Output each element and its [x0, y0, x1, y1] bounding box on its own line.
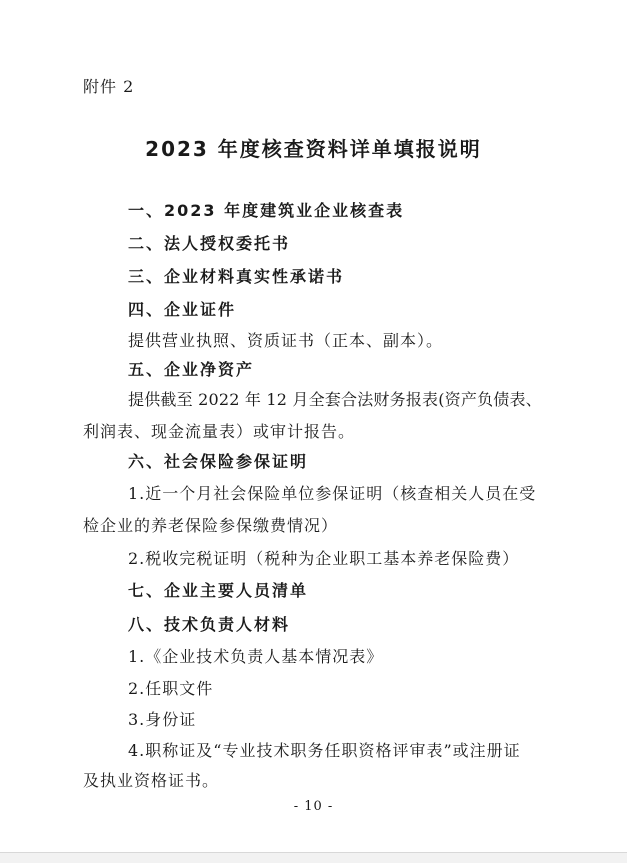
- body-line: 4.职称证及“专业技术职务任职资格评审表”或注册证: [128, 741, 521, 760]
- body-line: 2.任职文件: [128, 679, 214, 698]
- section-heading: 七、企业主要人员清单: [128, 581, 309, 600]
- section-heading: 四、企业证件: [128, 300, 237, 319]
- section-heading: 三、企业材料真实性承诺书: [128, 267, 345, 286]
- body-line: 检企业的养老保险参保缴费情况）: [83, 516, 339, 535]
- body-line: 利润表、现金流量表）或审计报告。: [83, 422, 356, 441]
- body-line: 提供截至 2022 年 12 月全套合法财务报表(资产负债表、: [128, 390, 542, 409]
- section-heading: 一、2023 年度建筑业企业核查表: [128, 201, 405, 220]
- page-number: - 10 -: [293, 799, 334, 814]
- body-line: 1.近一个月社会保险单位参保证明（核查相关人员在受: [128, 484, 537, 503]
- body-line: 3.身份证: [128, 710, 197, 729]
- section-heading: 五、企业净资产: [128, 360, 255, 379]
- annex-label: 附件 2: [83, 77, 135, 96]
- body-line: 及执业资格证书。: [83, 771, 220, 790]
- document-title: 2023 年度核查资料详单填报说明: [145, 137, 482, 161]
- page-bottom-edge: [0, 852, 627, 863]
- section-heading: 八、技术负责人材料: [128, 615, 291, 634]
- body-line: 1.《企业技术负责人基本情况表》: [128, 647, 384, 666]
- body-line: 2.税收完税证明（税种为企业职工基本养老保险费）: [128, 549, 520, 568]
- body-line: 提供营业执照、资质证书（正本、副本）。: [128, 331, 444, 350]
- section-heading: 二、法人授权委托书: [128, 234, 291, 253]
- section-heading: 六、社会保险参保证明: [128, 452, 309, 471]
